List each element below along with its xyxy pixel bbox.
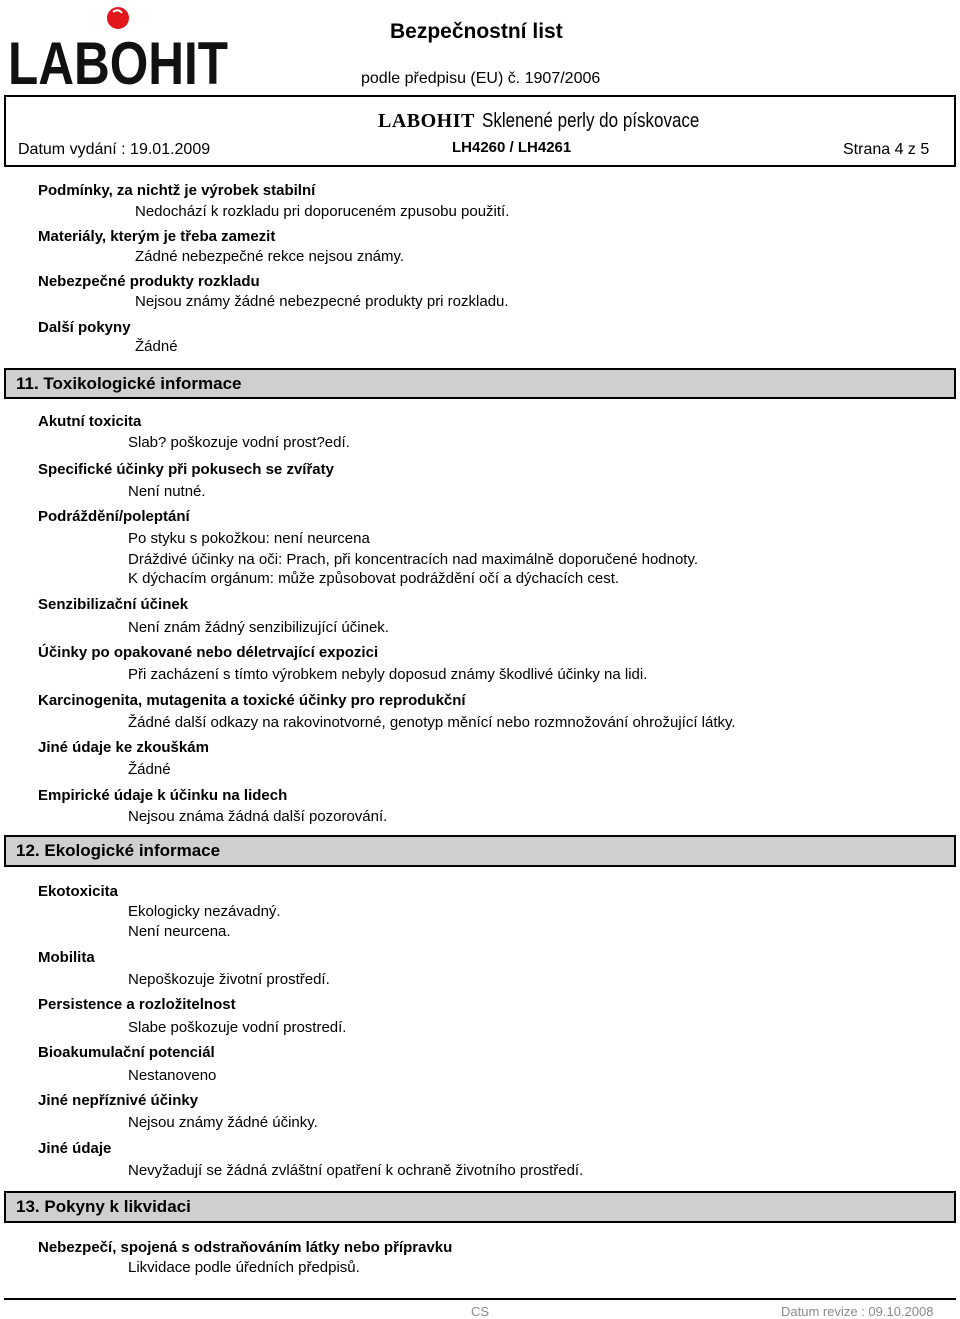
issue-date: Datum vydání : 19.01.2009 — [18, 141, 211, 158]
footer-language: CS — [471, 1304, 490, 1319]
sensitization-value: Není znám žádný senzibilizující účinek. — [128, 619, 389, 636]
stability-value: Nedochází k rozkladu pri doporuceném zpusobu použití. — [135, 203, 510, 220]
mobility-value: Nepoškozuje životní prostředí. — [128, 971, 330, 988]
sensitization-label: Senzibilizační účinek — [38, 596, 189, 613]
adverse-effects-value: Nejsou známy žádné účinky. — [128, 1114, 318, 1131]
animal-effects-value: Není nutné. — [128, 483, 206, 500]
stability-label: Podmínky, za nichtž je výrobek stabilní — [38, 182, 316, 199]
irritation-label: Podráždění/poleptání — [38, 508, 190, 525]
mobility-label: Mobilita — [38, 949, 95, 966]
persistence-label: Persistence a rozložitelnost — [38, 996, 236, 1013]
acute-toxicity-label: Akutní toxicita — [38, 413, 142, 430]
acute-toxicity-value: Slab? poškozuje vodní prost?edí. — [128, 434, 350, 451]
ecotoxicity-value-1: Ekologicky nezávadný. — [128, 903, 281, 920]
ecotoxicity-label: Ekotoxicita — [38, 883, 119, 900]
further-info-label: Další pokyny — [38, 319, 131, 336]
repeated-exposure-value: Při zacházení s tímto výrobkem nebyly doposud známy škodlivé účinky na lidi. — [128, 666, 648, 683]
empirical-label: Empirické údaje k účinku na lidech — [38, 787, 288, 804]
product-brand: LABOHIT — [378, 110, 475, 132]
disposal-hazard-label: Nebezpečí, spojená s odstraňováním látky nebo přípravku — [38, 1239, 453, 1256]
other-info-value: Nevyžadují se žádná zvláštní opatření k ochraně životního prostředí. — [128, 1162, 584, 1179]
product-code: LH4260 / LH4261 — [452, 139, 572, 156]
decomposition-value: Nejsou známy žádné nebezpecné produkty pri rozkladu. — [135, 293, 509, 310]
bioaccumulation-value: Nestanoveno — [128, 1067, 217, 1084]
disposal-hazard-value: Likvidace podle úředních předpisů. — [128, 1259, 360, 1276]
section-12-heading: 12. Ekologické informace — [4, 835, 956, 867]
footer-divider — [4, 1298, 956, 1300]
decomposition-label: Nebezpečné produkty rozkladu — [38, 273, 260, 290]
avoid-materials-label: Materiály, kterým je třeba zamezit — [38, 228, 276, 245]
adverse-effects-label: Jiné nepříznivé účinky — [38, 1092, 199, 1109]
irritation-eyes: Dráždivé účinky na oči: Prach, při koncentracích nad maximálně doporučené hodnoty. — [128, 551, 699, 568]
cmr-value: Žádné další odkazy na rakovinotvorné, genotyp měnící nebo rozmnožování ohrožující látky. — [128, 714, 736, 731]
animal-effects-label: Specifické účinky při pokusech se zvířaty — [38, 461, 334, 478]
logo-text: LABOHIT — [8, 30, 228, 97]
labohit-logo — [8, 4, 230, 97]
section-13-heading: 13. Pokyny k likvidaci — [4, 1191, 956, 1223]
repeated-exposure-label: Účinky po opakované nebo déletrvající expozici — [38, 644, 379, 661]
bioaccumulation-label: Bioakumulační potenciál — [38, 1044, 215, 1061]
other-tests-value: Žádné — [128, 761, 171, 778]
avoid-materials-value: Zádné nebezpečné rekce nejsou známy. — [135, 248, 405, 265]
document-title: Bezpečnostní list — [390, 20, 563, 43]
product-name: Sklenené perly do pískovace — [482, 110, 700, 132]
further-info-value: Žádné — [135, 338, 178, 355]
other-info-label: Jiné údaje — [38, 1140, 112, 1157]
footer-revision-date: Datum revize : 09.10.2008 — [781, 1304, 934, 1319]
section-11-heading: 11. Toxikologické informace — [4, 368, 956, 399]
regulation-reference: podle předpisu (EU) č. 1907/2006 — [361, 70, 601, 87]
page-number: Strana 4 z 5 — [843, 141, 930, 158]
other-tests-label: Jiné údaje ke zkouškám — [38, 739, 209, 756]
empirical-value: Nejsou známa žádná další pozorování. — [128, 808, 388, 825]
ecotoxicity-value-2: Není neurcena. — [128, 923, 231, 940]
cmr-label: Karcinogenita, mutagenita a toxické účinky pro reprodukční — [38, 692, 466, 709]
irritation-skin: Po styku s pokožkou: není neurcena — [128, 530, 370, 547]
irritation-respiratory: K dýchacím orgánum: může způsobovat podráždění očí a dýchacích cest. — [128, 570, 620, 587]
persistence-value: Slabe poškozuje vodní prostredí. — [128, 1019, 347, 1036]
